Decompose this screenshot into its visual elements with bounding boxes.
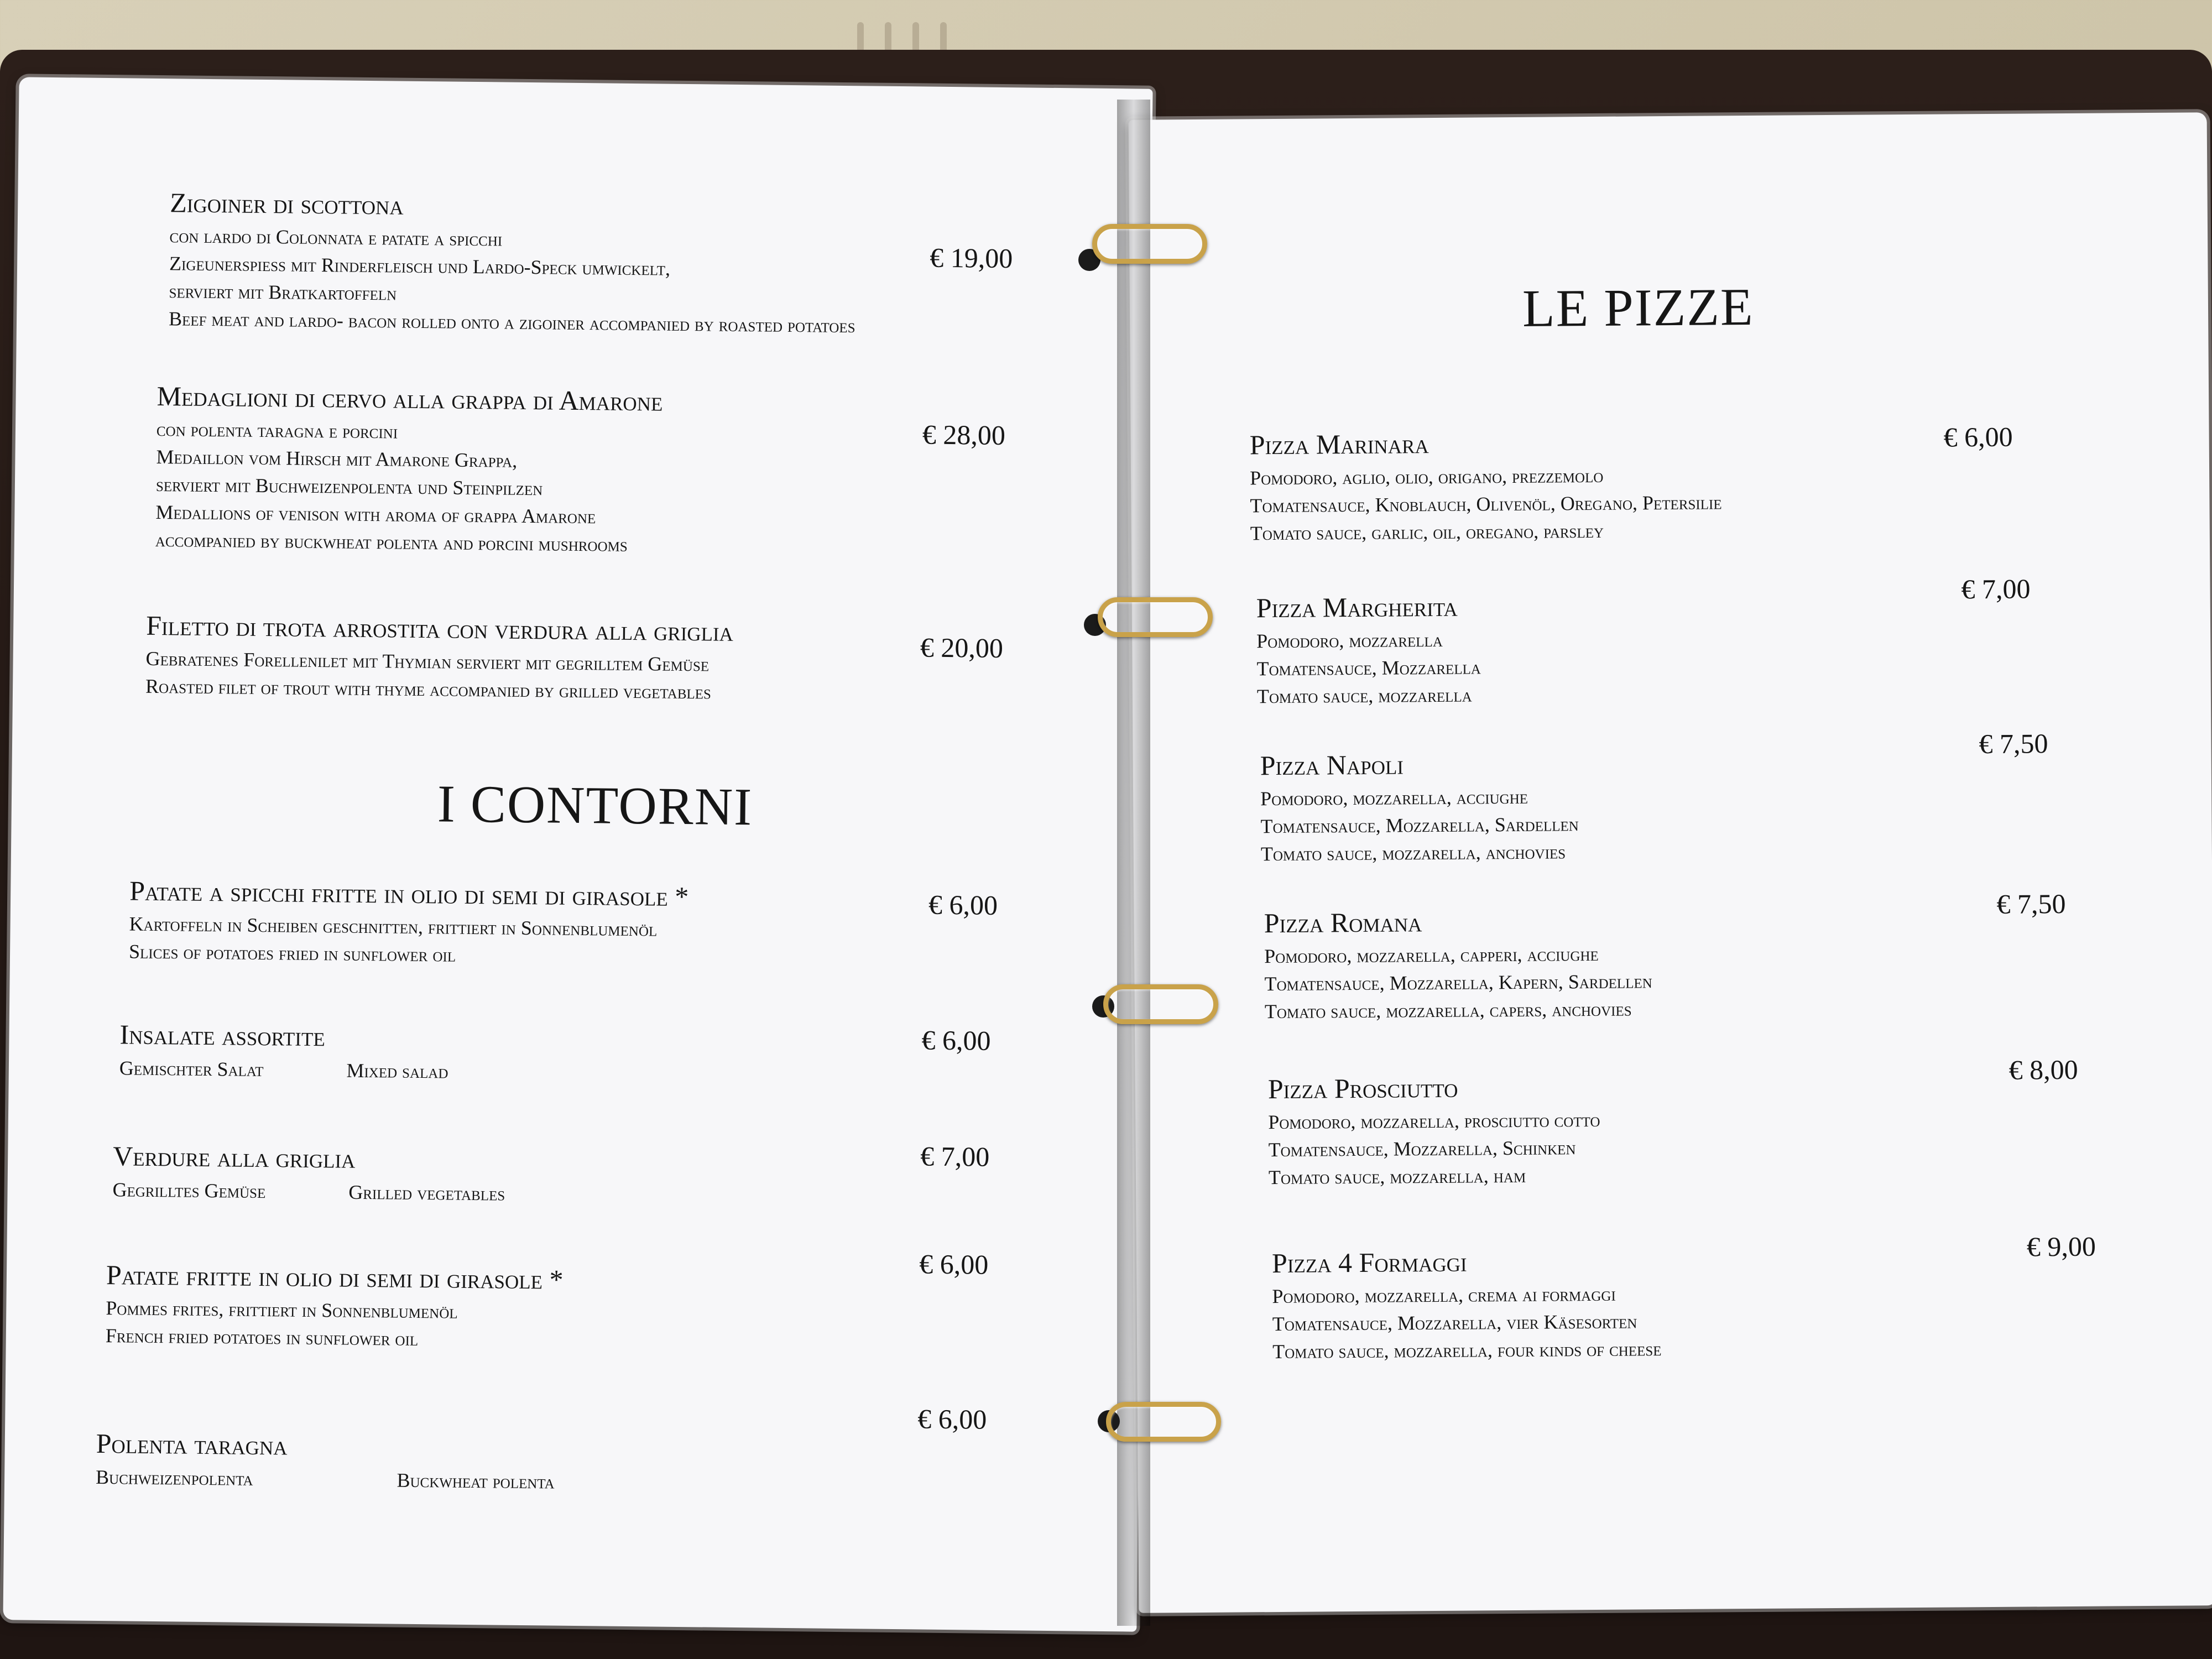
dish-name: Zigoiner di scottona [170, 187, 404, 221]
pizza-description: Tomatensauce, Knoblauch, Olivenöl, Oregano, Petersilie [1250, 491, 1722, 517]
pizza-description: Tomatensauce, Mozzarella, Sardellen [1260, 813, 1579, 838]
description-english: Grilled vegetables [348, 1181, 505, 1205]
list-item [1250, 425, 1723, 547]
pizza-description: Tomato sauce, mozzarella, anchovies [1260, 841, 1566, 865]
dish-name: Insalate assortite [119, 1019, 326, 1052]
pizza-price: € 6,00 [1943, 421, 2013, 453]
description-german: Gegrilltes Gemüse [112, 1178, 266, 1203]
pizza-price: € 7,50 [1996, 888, 2066, 920]
dish-name: Filetto di trota arrostita con verdura alla griglia [146, 609, 734, 647]
list-item [169, 186, 857, 340]
pizza-price: € 7,00 [1961, 573, 2031, 605]
pizza-description: Pomodoro, mozzarella [1256, 628, 1443, 653]
dish-description: serviert mit Buchweizenpolenta und Steinpilzen [155, 473, 543, 500]
dish-description: Kartoffeln in Scheiben geschnitten, frittiert in Sonnenblumenöl [129, 912, 658, 941]
pizza-name: Pizza Napoli [1260, 749, 1404, 781]
pizza-description: Pomodoro, aglio, olio, origano, prezzemolo [1249, 464, 1604, 489]
dish-price: € 6,00 [921, 1024, 991, 1056]
list-item [1272, 1244, 1662, 1365]
dish-name: Verdure alla griglia [112, 1140, 356, 1174]
dish-price: € 20,00 [920, 632, 1004, 664]
binder-ring [1092, 224, 1207, 264]
dish-description: Gebratenes Forellenilet mit Thymian serviert mit gegrilltem Gemüse [145, 647, 709, 676]
list-item [145, 609, 733, 706]
pizza-name: Pizza Romana [1264, 906, 1422, 939]
pizza-price: € 7,50 [1979, 728, 2048, 760]
list-item [119, 1018, 449, 1086]
list-item [1256, 590, 1481, 710]
dish-description: Medallions of venison with aroma of grappa Amarone [155, 500, 596, 528]
list-item [1260, 747, 1579, 868]
pizza-description: Tomatensauce, Mozzarella, Schinken [1268, 1136, 1576, 1161]
pizza-description: Tomato sauce, mozzarella, ham [1268, 1164, 1526, 1189]
pizza-price: € 8,00 [2008, 1053, 2078, 1086]
list-item [112, 1140, 505, 1208]
pizza-description: Tomato sauce, garlic, oil, oregano, parsley [1250, 519, 1604, 545]
pizza-description: Tomatensauce, Mozzarella, vier Käsesorten [1272, 1310, 1637, 1335]
binder-spine [1117, 100, 1150, 1626]
binder-ring [1098, 597, 1213, 637]
dish-price: € 6,00 [928, 889, 998, 921]
pizza-name: Pizza Margherita [1256, 591, 1458, 624]
binder-ring [1103, 984, 1218, 1024]
binder-ring [1106, 1402, 1221, 1442]
dish-description: Slices of potatoes fried in sunflower oil [128, 940, 456, 966]
list-item [106, 1259, 564, 1354]
description-english: Buckwheat polenta [397, 1469, 555, 1493]
list-item [155, 380, 663, 559]
list-item [1268, 1071, 1601, 1191]
dish-name: Patate a spicchi fritte in olio di semi di girasole * [129, 875, 689, 912]
right-menu-page [1129, 112, 2212, 1613]
dish-description-pair [96, 1463, 555, 1496]
dish-description: Beef meat and lardo- bacon rolled onto a zigoiner accompanied by roasted potatoes [168, 307, 855, 337]
dish-description: Pommes frites, frittiert in Sonnenblumenöl [106, 1297, 458, 1323]
dish-name: Patate fritte in olio di semi di girasole * [106, 1259, 564, 1295]
pizza-description: Pomodoro, mozzarella, acciughe [1260, 785, 1528, 810]
dish-description: Zigeunerspiess mit Rinderfleisch und Lardo-Speck umwickelt, [169, 252, 671, 280]
left-menu-page [3, 77, 1152, 1631]
description-english: Mixed salad [346, 1059, 448, 1083]
section-title-contorni: I CONTORNI [437, 774, 753, 837]
section-title-pizze: LE PIZZE [1522, 276, 1754, 338]
dish-price: € 7,00 [920, 1140, 990, 1172]
pizza-description: Tomatensauce, Mozzarella [1256, 656, 1481, 680]
dish-description: French fried potatoes in sunflower oil [105, 1324, 419, 1350]
pizza-price: € 9,00 [2026, 1230, 2096, 1262]
pizza-description: Tomatensauce, Mozzarella, Kapern, Sardellen [1264, 970, 1652, 995]
dish-description-pair [112, 1175, 505, 1208]
description-german: Gemischter Salat [119, 1057, 264, 1081]
pizza-description: Tomato sauce, mozzarella, capers, anchovies [1264, 998, 1632, 1023]
pizza-name: Pizza Prosciutto [1267, 1072, 1458, 1105]
pizza-name: Pizza Marinara [1249, 428, 1429, 461]
dish-description: serviert mit Bratkartoffeln [169, 280, 397, 305]
description-german: Buchweizenpolenta [95, 1465, 253, 1490]
dish-description: Roasted filet of trout with thyme accompanied by grilled vegetables [145, 675, 712, 703]
pizza-name: Pizza 4 Formaggi [1271, 1246, 1467, 1279]
pizza-description: Pomodoro, mozzarella, prosciutto cotto [1268, 1108, 1600, 1134]
pizza-description: Pomodoro, mozzarella, crema ai formaggi [1272, 1282, 1616, 1308]
list-item [1264, 904, 1653, 1025]
pizza-description: Tomato sauce, mozzarella [1256, 684, 1472, 708]
dish-description: accompanied by buckwheat polenta and porcini mushrooms [155, 528, 628, 556]
dish-name: Polenta taragna [96, 1427, 288, 1461]
dish-price: € 19,00 [930, 242, 1013, 274]
dish-price: € 28,00 [922, 419, 1006, 451]
dish-description: Medaillon vom Hirsch mit Amarone Grappa, [156, 445, 518, 472]
dish-price: € 6,00 [917, 1403, 987, 1435]
dish-description-pair [119, 1053, 448, 1086]
list-item [129, 875, 689, 972]
pizza-description: Pomodoro, mozzarella, capperi, acciughe [1264, 942, 1599, 968]
pizza-description: Tomato sauce, mozzarella, four kinds of cheese [1272, 1338, 1662, 1363]
dish-price: € 6,00 [919, 1248, 989, 1280]
dish-description: con lardo di Colonnata e patate a spicchi [169, 225, 503, 251]
dish-name: Medaglioni di cervo alla grappa di Amarone [156, 380, 663, 417]
dish-description: con polenta taragna e porcini [156, 418, 398, 443]
list-item [96, 1427, 555, 1496]
